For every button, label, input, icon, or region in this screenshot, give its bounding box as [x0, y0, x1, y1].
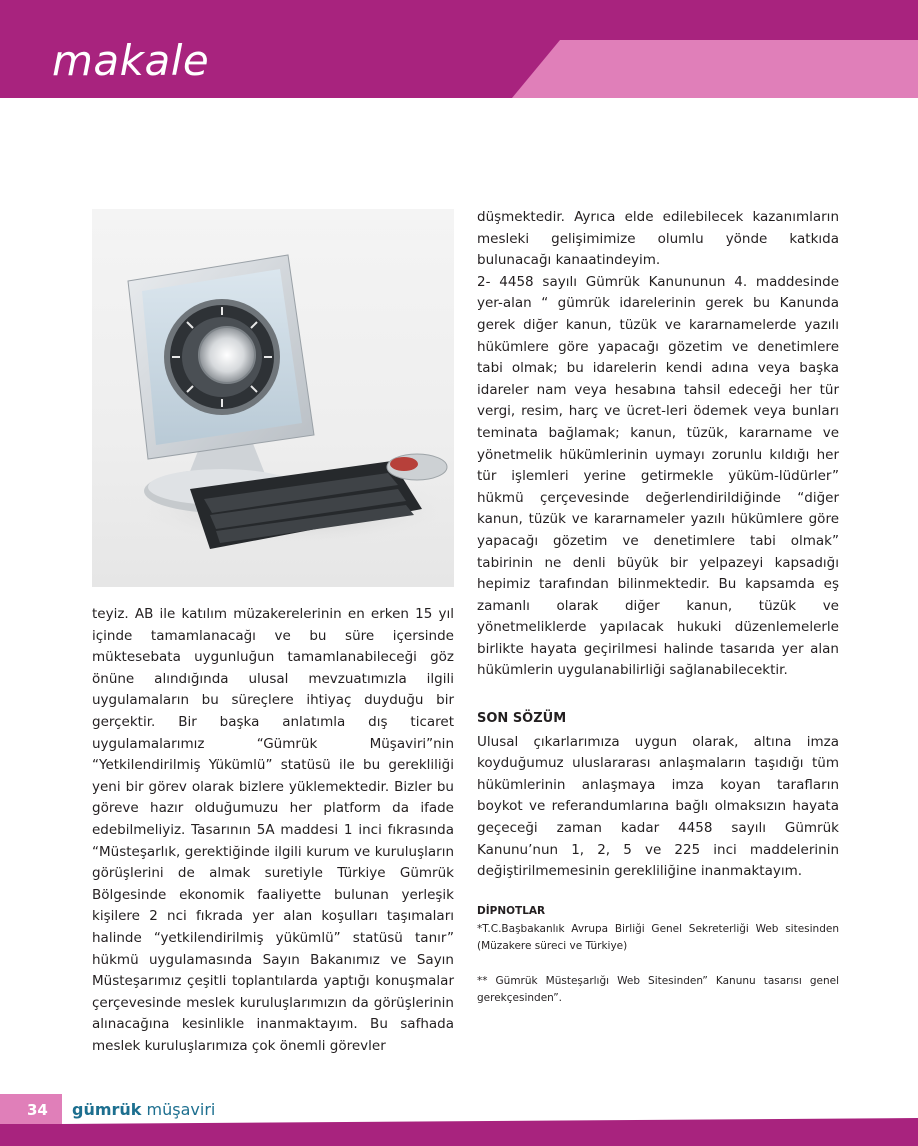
body-paragraph: teyiz. AB ile katılım müzakerelerinin en erken 15 yıl içinde tamamlanacağı ve bu süre içersinde müktesebata uygunluğun tamamlanabileceği göz önüne alındığında ulusal mevzuatımızla ilgili uygulamaların bu süreçlere ihtiyaç duyduğu bir gerçektir. Bir başka anlatımla dış ticaret uygulamalarımız “Gümrük Müşaviri”nin “Yetkilendirilmiş Yükümlü” statüsü ile bu gerekliliği yeni bir görev olarak bizlere yüklemektedir. Bizler bu göreve hazır olduğumuzu her platform da ifade edebilmeliyiz. Tasarının 5A maddesi 1 inci fıkrasında “Müsteşarlık, gerektiğinde ilgili kurum ve kuruluşların görüşlerini de almak suretiyle Türkiye Gümrük Bölgesinde ekonomik faaliyette bulunan yerleşik kişilere 2 nci fıkrada yer alan koşulları taşımaları halinde “yetkilendirilmiş yükümlü” statüsü tanır” hükmü uygulamasında Sayın Bakanımız ve Sayın Müsteşarımız çeşitli toplantılarda yaptığı konuşmalar çerçevesinde meslek kuruluşlarımızın da görüşlerinin alınacağına kesinlikle inanmaktayım. Bu safhada meslek kuruluşlarımıza çok önemli görevler [92, 606, 454, 1054]
brand-bold: gümrük [72, 1100, 142, 1119]
section-title: makale [52, 36, 210, 85]
brand-light: müşaviri [146, 1100, 216, 1119]
footnote: *T.C.Başbakanlık Avrupa Birliği Genel Sekreterliği Web sitesinden (Müzakere süreci ve Türkiye) [477, 922, 839, 952]
section-subheading: SON SÖZÜM [477, 711, 567, 727]
body-paragraph: 2- 4458 sayılı Gümrük Kanununun 4. maddesinde yer-alan “ gümrük idarelerinin gerek bu Kanunda gerek diğer kanun, tüzük ve kararnamelerde yazılı hükümlere göre yapacağı gözetim ve denetimlere tabi olmak; bu idarelerin kendi adına veya başka idareler nam veya hesabına tahsil edeceği her tür vergi, resim, harç ve ücret-leri ödemek veya bunları teminata bağlamak; kanun, tüzük, kararname ve yönetmelik hükümlerinin uymayı zorunlu kıldığı her tür işlemleri yerine getirmekle yüküm-lüdürler” hükmü çerçevesinde değerlendirildiğinde “diğer kanun, tüzük ve kararnameler yazılı hükümlere göre yapacağı gözetim ve denetimlere tabi olmak” tabirinin ne denli büyük bir yelpazeyi kapsadığı hepimiz tarafından bilinmektedir. Bu kapsamda eş zamanlı olarak diğer kanun, tüzük ve yönetmeliklerde yapılacak hukuki düzenlemelerle birlikte hayata geçirilmesi halinde tasarıda yer alan hükümlerin uygulanabilirliği sağlanabilecektir. [477, 273, 839, 679]
footnote: ** Gümrük Müsteşarlığı Web Sitesinden” Kanunu tasarısı genel gerekçesinden”. [477, 974, 839, 1004]
header-banner [0, 0, 918, 100]
body-paragraph: düşmektedir. Ayrıca elde edilebilecek kazanımların mesleki gelişimimize olumlu yönde katkıda bulunacağı kanaatindeyim. [477, 209, 839, 269]
closing-paragraph: Ulusal çıkarlarımıza uygun olarak, altına imza koyduğumuz uluslararası anlaşmaların taşıdığı tüm hükümlerinin anlaşmaya imza koyan tarafların boykot ve referandumlarına bağlı olmaksızın hayata geçeceği zaman kadar 4458 sayılı Gümrük Kanunu’nun 1, 2, 5 ve 225 inci maddelerinin değiştirilmemesinin gerekliliğine inanmaktayım. [477, 733, 839, 880]
page-number: 34 [27, 1101, 48, 1119]
magazine-brand [72, 1100, 215, 1119]
computer-with-safe-dial-illustration [92, 209, 454, 587]
article-photo-computer-safe-dial [92, 209, 454, 587]
left-text-column [92, 604, 454, 1057]
footnotes-heading: DİPNOTLAR [477, 904, 546, 917]
right-text-column [477, 207, 839, 1007]
